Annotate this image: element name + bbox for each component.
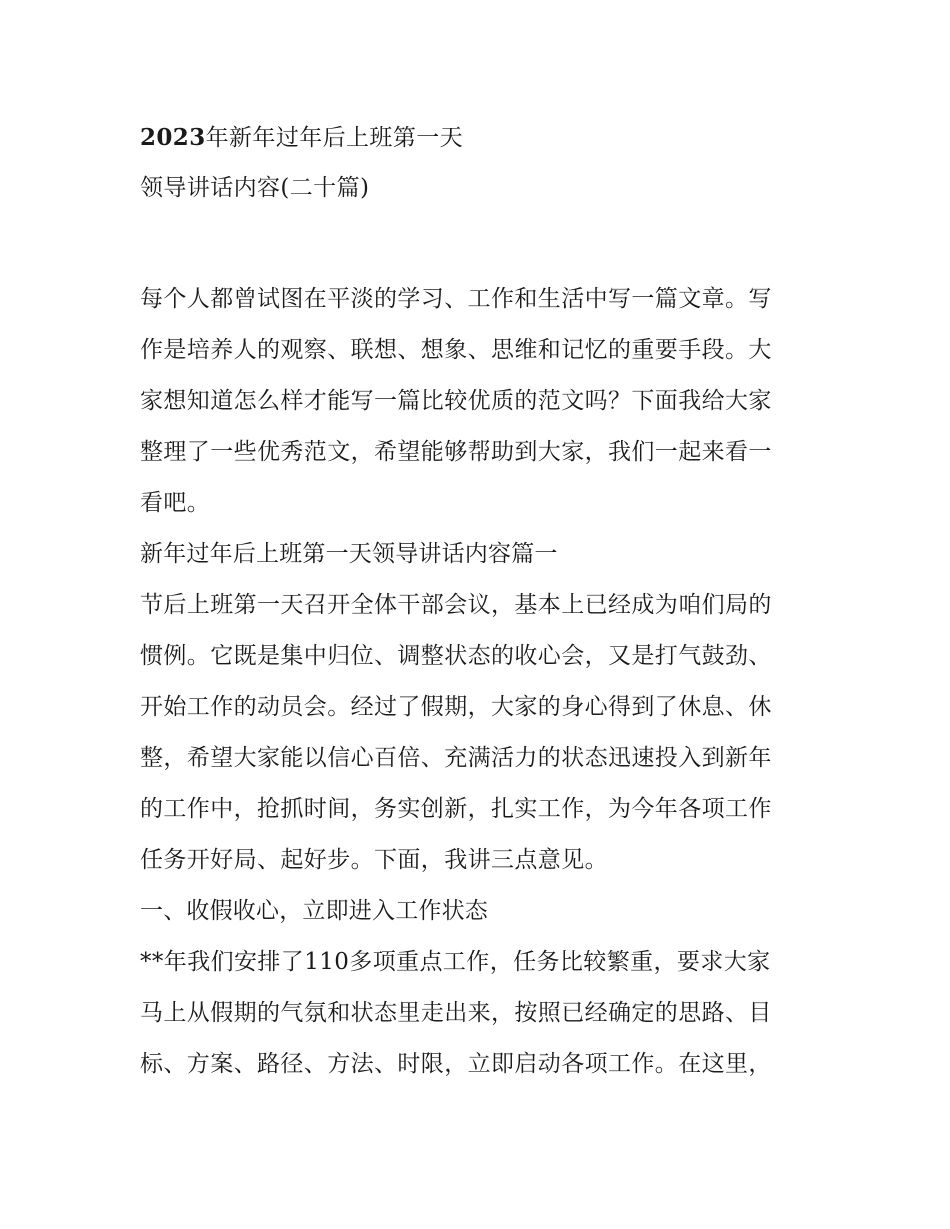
title-line-1-text: 年新年过年后上班第一天 [205,125,464,151]
text-line: 的工作中，抢抓时间，务实创新，扎实工作，为今年各项工作 [140,796,772,822]
text-line: **年我们安排了110多项重点工作，任务比较繁重，要求大家 [140,949,771,975]
text-line: 整理了一些优秀范文，希望能够帮助到大家，我们一起来看一 [140,439,772,465]
document-title [140,112,820,214]
text-line: 每个人都曾试图在平淡的学习、工作和生活中写一篇文章。写 [140,286,772,312]
section-heading-1: 新年过年后上班第一天领导讲话内容篇一 [140,541,558,567]
text-line: 开始工作的动员会。经过了假期，大家的身心得到了休息、休 [140,694,772,720]
text-line: 惯例。它既是集中归位、调整状态的收心会，又是打气鼓劲、 [140,643,772,669]
text-line: 看吧。 [140,490,211,516]
text-line: 家想知道怎么样才能写一篇比较优质的范文吗？下面我给大家 [140,388,772,414]
document-body [140,274,830,1090]
title-line-1 [140,112,820,163]
text-line: 任务开好局、起好步。下面，我讲三点意见。 [140,847,608,873]
text-line: 节后上班第一天召开全体干部会议，基本上已经成为咱们局的 [140,592,772,618]
text-line: 整，希望大家能以信心百倍、充满活力的状态迅速投入到新年 [140,745,772,771]
title-line-2: 领导讲话内容(二十篇) [140,175,370,201]
text-line: 标、方案、路径、方法、时限，立即启动各项工作。在这里， [140,1051,772,1077]
subsection-heading-1: 一、收假收心，立即进入工作状态 [140,898,488,924]
text-line: 马上从假期的气氛和状态里走出来，按照已经确定的思路、目 [140,1000,772,1026]
text-line: 作是培养人的观察、联想、想象、思维和记忆的重要手段。大 [140,337,772,363]
title-year: 2023 [140,124,206,151]
